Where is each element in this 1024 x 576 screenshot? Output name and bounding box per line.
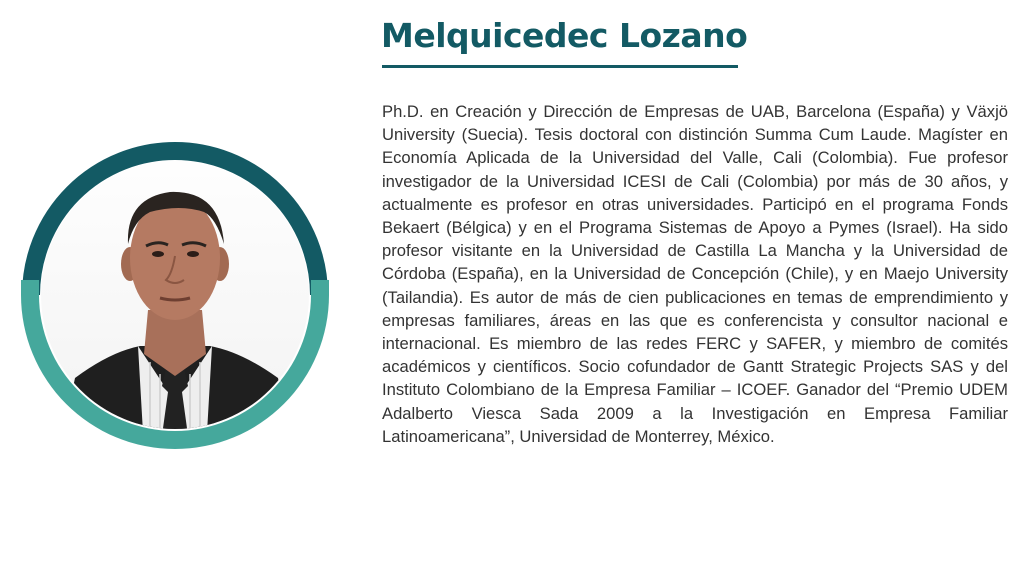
portrait-frame bbox=[20, 140, 330, 450]
person-name: Melquicedec Lozano bbox=[381, 16, 748, 55]
profile-portrait bbox=[20, 140, 330, 450]
biography-text: Ph.D. en Creación y Dirección de Empresas de UAB, Barcelona (España) y Växjö University (Suecia). Tesis doctoral con distinción Summa Cum Laude. Magíster en Economía Aplicada de la Universidad del Valle, Cali (Colombia). Fue profesor investigador de la Universidad ICESI de Cali (Colombia) por más de 30 años, y actualmente es profesor en otras universidades. Participó en el programa Fonds Bekaert (Bélgica) y en el Programa Sistemas de Apoyo a Pymes (Israel). Ha sido profesor visitante en la Universidad de Castilla La Mancha y la Universidad de Córdoba (España), en la Universidad de Concepción (Chile), y en Maejo University (Tailandia). Es autor de más de cien publicaciones en temas de emprendimiento y empresas familiares, áreas en las que es conferencista y consultor nacional e internacional. Es miembro de las redes FERC y SAFER, y miembro de comités académicos y científicos. Socio cofundador de Gantt Strategic Projects SAS y del Instituto Colombiano de la Empresa Familiar – ICOEF. Ganador del “Premio UDEM Adalberto Viesca Sada 2009 a la Investigación en Empresa Familiar Latinoamericana”, Universidad de Monterrey, México. bbox=[382, 102, 1008, 446]
title-underline bbox=[382, 65, 738, 68]
